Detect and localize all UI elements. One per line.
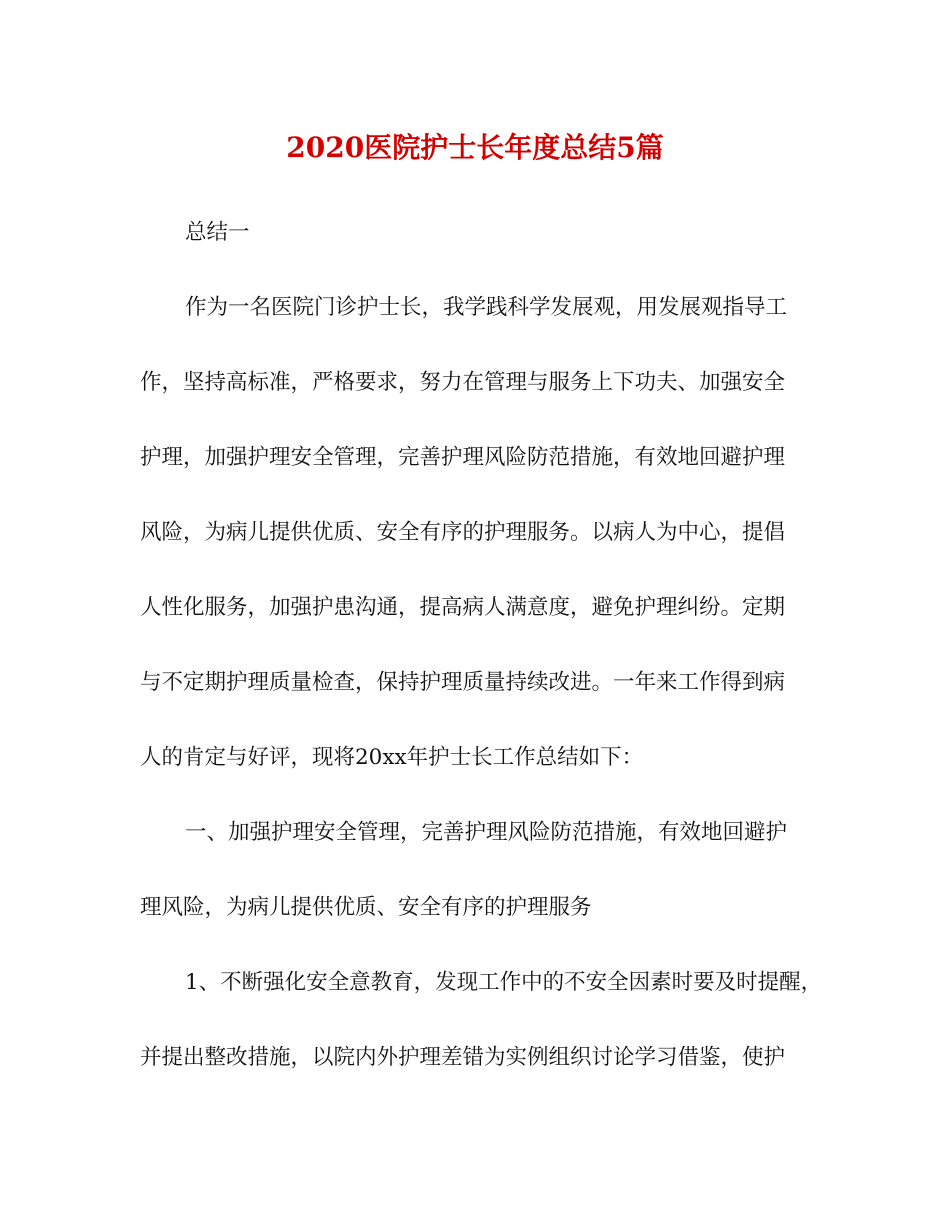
document-title: 2020医院护士长年度总结5篇 [286, 131, 664, 164]
paragraph-line: 护理，加强护理安全管理，完善护理风险防范措施，有效地回避护理 [140, 445, 786, 470]
list-item-line: 1、不断强化安全意教育，发现工作中的不安全因素时要及时提醒， [185, 970, 823, 995]
subsection-heading-continued: 理风险，为病儿提供优质、安全有序的护理服务 [140, 895, 592, 920]
paragraph-line: 作，坚持高标准，严格要求，努力在管理与服务上下功夫、加强安全 [140, 370, 786, 395]
paragraph-line: 作为一名医院门诊护士长，我学践科学发展观，用发展观指导工 [185, 295, 788, 320]
paragraph-line: 与不定期护理质量检查，保持护理质量持续改进。一年来工作得到病 [140, 670, 786, 695]
subsection-heading: 一、加强护理安全管理，完善护理风险防范措施，有效地回避护 [185, 820, 788, 845]
list-item-line: 并提出整改措施，以院内外护理差错为实例组织讨论学习借鉴，使护 [140, 1045, 786, 1070]
paragraph-line: 人的肯定与好评，现将20xx年护士长工作总结如下： [140, 745, 644, 770]
paragraph-line: 风险，为病儿提供优质、安全有序的护理服务。以病人为中心，提倡 [140, 520, 786, 545]
paragraph-line: 人性化服务，加强护患沟通，提高病人满意度，避免护理纠纷。定期 [140, 595, 786, 620]
section-heading: 总结一 [185, 220, 250, 245]
